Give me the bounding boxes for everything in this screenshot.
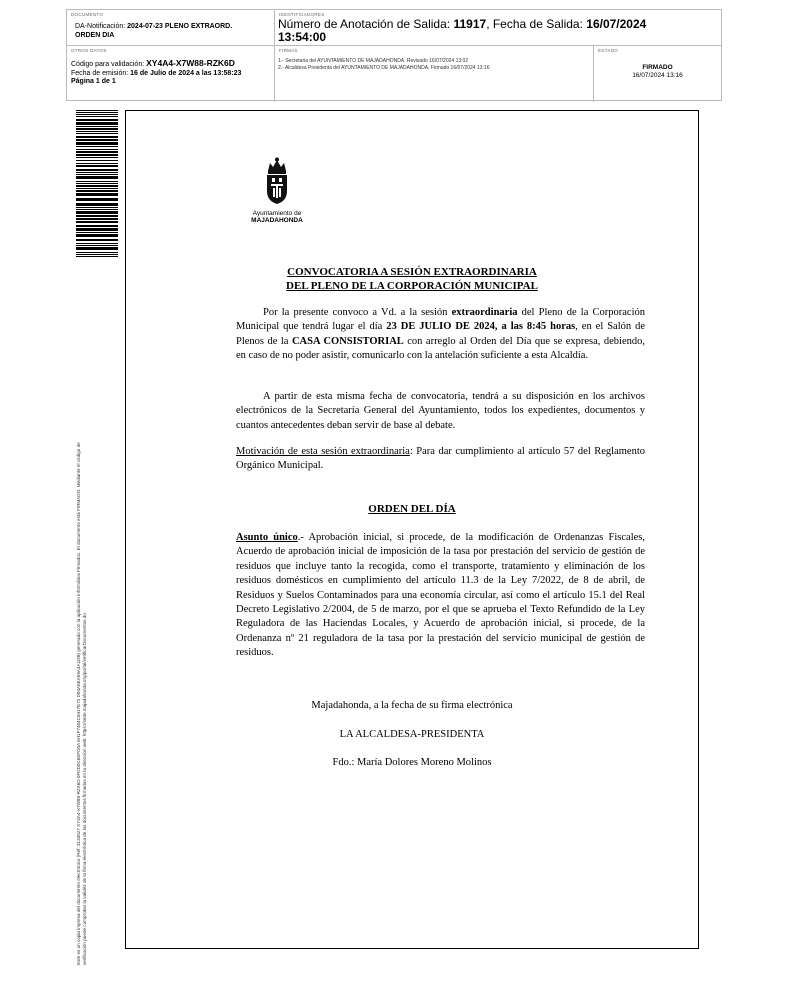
firmas-cell: [275, 46, 594, 102]
otros-datos-value: Código para validación: XY4A4-X7W88-RZK6D Fecha de emisión: 16 de Julio de 2024 a las 13:58:23 Página 1 de 1: [71, 58, 242, 85]
barcode-bar: [76, 225, 118, 227]
identificadores-label: IDENTIFICADORES: [279, 12, 325, 17]
otros-datos-cell: [67, 46, 275, 102]
paragraph-motivacion: Motivación de esta sesión extraordinaria: Para dar cumplimiento al artículo 57 del Reglamento Orgánico Municipal.: [236, 446, 645, 472]
barcode-bar: [76, 154, 118, 156]
barcode-bar: [76, 211, 118, 214]
barcode: [76, 110, 118, 258]
codigo-validacion: XY4A4-X7W88-RZK6D: [146, 58, 235, 68]
paragraph-disposicion: A partir de esta misma fecha de convocatoria, tendrá a su disposición en los archivos electrónicos de la Secretaría General del Ayuntamiento, todos los expedientes, documentos y cuantos antecedentes deban servir de base al debate.: [236, 391, 645, 431]
barcode-bar: [76, 131, 118, 132]
barcode-bar: [76, 185, 118, 187]
logo-line1: Ayuntamiento de: [252, 210, 302, 217]
barcode-bar: [76, 136, 118, 138]
closing-line: Majadahonda, a la fecha de su firma electrónica: [311, 700, 513, 711]
barcode-bar: [76, 203, 118, 206]
document-page: [125, 110, 699, 949]
barcode-bar: [76, 207, 118, 208]
barcode-bar: [76, 163, 118, 164]
signer-name: Fdo.: María Dolores Moreno Molinos: [332, 757, 492, 768]
estado-cell: [594, 46, 721, 102]
barcode-bar: [76, 122, 118, 125]
barcode-bar: [76, 133, 118, 134]
firmas-label: FIRMAS: [279, 48, 298, 53]
anotacion-salida: Número de Anotación de Salida: 11917, Fecha de Salida: 16/07/2024 13:54:00: [278, 17, 647, 44]
barcode-bar: [76, 128, 118, 130]
barcode-bar: [76, 146, 118, 147]
barcode-bar: [76, 198, 118, 201]
estado-date: 16/07/2024 13:16: [632, 72, 683, 79]
barcode-bar: [76, 114, 118, 115]
barcode-bar: [76, 149, 118, 150]
barcode-bar: [76, 228, 118, 231]
crown-tower-emblem-icon: [262, 157, 292, 205]
barcode-bar: [76, 116, 118, 117]
barcode-bar: [76, 151, 118, 153]
barcode-bar: [76, 174, 118, 175]
barcode-bar: [76, 190, 118, 192]
barcode-bar: [76, 142, 118, 145]
documento-cell: [67, 10, 275, 46]
municipal-logo: [242, 157, 312, 224]
barcode-bar: [76, 247, 118, 250]
estado-label: ESTADO: [598, 48, 618, 53]
barcode-bar: [76, 165, 118, 167]
logo-line2: MAJADAHONDA: [251, 217, 303, 224]
orden-del-dia-title: ORDEN DEL DÍA: [368, 503, 456, 515]
barcode-bar: [76, 218, 118, 220]
barcode-bar: [76, 243, 118, 244]
barcode-bar: [76, 256, 118, 257]
header-table: [66, 9, 722, 101]
signer-title: LA ALCALDESA-PRESIDENTA: [339, 729, 485, 740]
barcode-bar: [76, 188, 118, 189]
barcode-bar: [76, 254, 118, 255]
verification-note: Este es un copia impresa del documento electrónico (Ref: 3133527 XY4A4-X7W88-RZK6D 0FDD0C6EFD0A 8H1F7454C9417E72 D94A6EA59A4A1DB) generado con la aplicación informática Firmadoc. El documento está FIRMADO. Mediante el código de verificación puede comprobar la validez de la firma electrónica de los documentos firmados en la dirección web: https://sede.majadahonda.org/portal/verificarDocumentos.do: [76, 442, 87, 965]
documento-value: DA-Notificación: 2024-07-23 PLENO EXTRAORD. ORDEN DIA: [75, 23, 233, 39]
barcode-bar: [76, 193, 118, 196]
barcode-bar: [76, 176, 118, 179]
documento-label: DOCUMENTO: [71, 12, 104, 17]
barcode-bar: [76, 112, 118, 113]
barcode-bar: [76, 221, 118, 223]
barcode-bar: [76, 139, 118, 141]
otros-datos-label: OTROS DATOS: [71, 48, 107, 53]
barcode-bar: [76, 215, 118, 217]
barcode-bar: [76, 119, 118, 121]
barcode-bar: [76, 245, 118, 246]
firmas-list: [278, 58, 489, 72]
barcode-bar: [76, 110, 118, 111]
barcode-bar: [76, 239, 118, 241]
barcode-bar: [76, 160, 118, 161]
barcode-bar: [76, 126, 118, 127]
identificadores-cell: [275, 10, 721, 46]
firma-item: 2.- Alcaldesa Presidenta del AYUNTAMIENTO DE MAJADAHONDA. Firmado 16/07/2024 13:16: [278, 65, 490, 71]
barcode-bar: [76, 172, 118, 173]
barcode-bar: [76, 232, 118, 233]
barcode-bar: [76, 169, 118, 171]
document-title: CONVOCATORIA A SESIÓN EXTRAORDINARIA DEL PLENO DE LA CORPORACIÓN MUNICIPAL: [286, 266, 538, 292]
paragraph-convocatoria: Por la presente convoco a Vd. a la sesión extraordinaria del Pleno de la Corporación Municipal que tendrá lugar el día 23 DE JULIO DE 2024, a las 8:45 horas, en el Salón de Plenos de la CASA CONSISTORIAL con arreglo al Orden del Día que se expresa, debiendo, en caso de no poder asistir, comunicarlo con la antelación suficiente a esta Alcaldía.: [236, 307, 646, 362]
barcode-bar: [76, 181, 118, 182]
pagina: Página 1 de 1: [71, 78, 116, 85]
paragraph-asunto: Asunto único.- Aprobación inicial, si procede, de la modificación de Ordenanzas Fiscales, Acuerdo de aprobación inicial de imposición de la tasa por prestación del servicio de gestión de residuos que incluye tanto la recogida, como el transporte, tratamiento y eliminación de los residuos domésticos en cumplimiento del artículo 11.3 de la Ley 7/2022, de 8 de abril, de Residuos y Suelos Contaminados para una economía circular, así como el artículo 15.1 del Real Decreto Legislativo 2/2004, de 5 de marzo, por el que se aprueba el Texto Refundido de la Ley Reguladora de las Haciendas Locales, y Acuerdo de aprobación inicial, si procede, de la Ordenanza nº 21 reguladora de la tasa por la prestación del servicio municipal de gestión de residuos.: [236, 532, 645, 659]
status-badge: FIRMADO: [642, 64, 673, 71]
barcode-bar: [76, 209, 118, 210]
barcode-bar: [76, 157, 118, 158]
barcode-bar: [76, 183, 118, 184]
estado-value: [594, 64, 721, 80]
barcode-bar: [76, 252, 118, 253]
firma-item: 1.- Secretaria del AYUNTAMIENTO DE MAJADAHONDA. Revisado 16/07/2024 13:02: [278, 58, 469, 64]
barcode-bar: [76, 234, 118, 237]
